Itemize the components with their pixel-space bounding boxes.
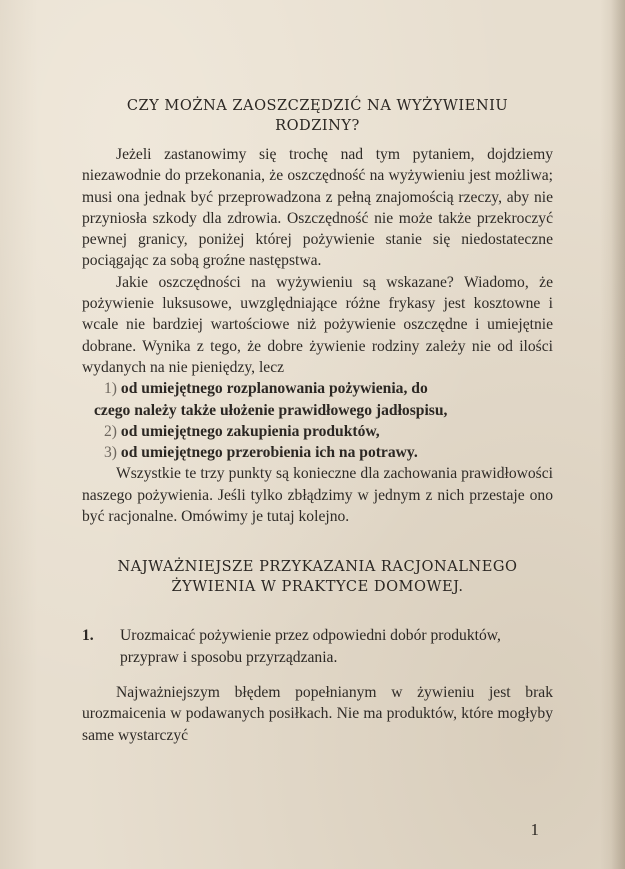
rule-1 [82, 625, 553, 668]
list-number: 1) [104, 380, 117, 398]
rule-text: Urozmaicać pożywienie przez odpowiedni dobór produktów, przypraw i sposobu przyrządzania. [120, 627, 501, 666]
list-item-2 [82, 421, 553, 442]
paragraph-summary: Wszystkie te trzy punkty są konieczne dla zachowania prawidłowości naszego pożywienia. Jeśli tylko zbłądzimy w jednym z nich przestaje ono być racjonalne. Omówimy je tutaj kolejno. [82, 465, 553, 526]
list-item-text: od umiejętnego zakupienia produktów, [120, 422, 380, 440]
list-item-3 [82, 442, 553, 463]
spacer [82, 668, 553, 682]
spacer [82, 527, 553, 557]
list-item-text: od umiejętnego rozplanowania pożywienia, do [120, 380, 428, 398]
list-item-1-continued [82, 400, 553, 421]
section-heading-rules: NAJWAŻNIEJSZE PRZYKAZANIA RACJONALNEGO ŻYWIENIA W PRAKTYCE DOMOWEJ. [117, 558, 518, 596]
paragraph-intro: Jeżeli zastanowimy się trochę nad tym pytaniem, dojdziemy niezawodnie do przekonania, że oszczędność na wyżywieniu jest możliwa; musi ona jednak być przeprowadzona z pełną znajomością rzeczy, aby nie przyniosła szkody dla zdrowia. Oszczędność nie może także przekroczyć pewnej granicy, poniżej której pożywienie stanie się niedostateczne pociągając za sobą groźne następstwa. [82, 146, 553, 270]
rule-number: 1. [82, 627, 94, 645]
list-item-text-continued: czego należy także ułożenie prawidłowego jadłospisu, [94, 401, 448, 419]
section-heading: CZY MOŻNA ZAOSZCZĘDZIĆ NA WYŻYWIENIU RODZINY? [126, 97, 509, 134]
spacer [82, 597, 553, 625]
list-item-text: od umiejętnego przerobienia ich na potrawy. [120, 444, 418, 462]
list-number: 2) [104, 422, 117, 440]
page-number: 1 [530, 820, 539, 839]
paragraph-variety: Najważniejszym błędem popełnianym w żywieniu jest brak urozmaicenia w podawanych posiłkach. Nie ma produktów, które mogłyby same wystarczyć [82, 683, 553, 744]
list-item-1 [82, 378, 553, 399]
list-number: 3) [104, 444, 117, 462]
page-edge-shadow [611, 0, 625, 869]
paragraph-savings: Jakie oszczędności na wyżywieniu są wskazane? Wiadomo, że pożywienie luksusowe, uwzględniające różne frykasy jest kosztowne i wcale nie bardziej wartościowe niż pożywienie oszczędne i umiejętnie dobrane. Wynika z tego, że dobre żywienie rodziny zależy nie od ilości wydanych na nie pieniędzy, lecz [82, 273, 553, 376]
